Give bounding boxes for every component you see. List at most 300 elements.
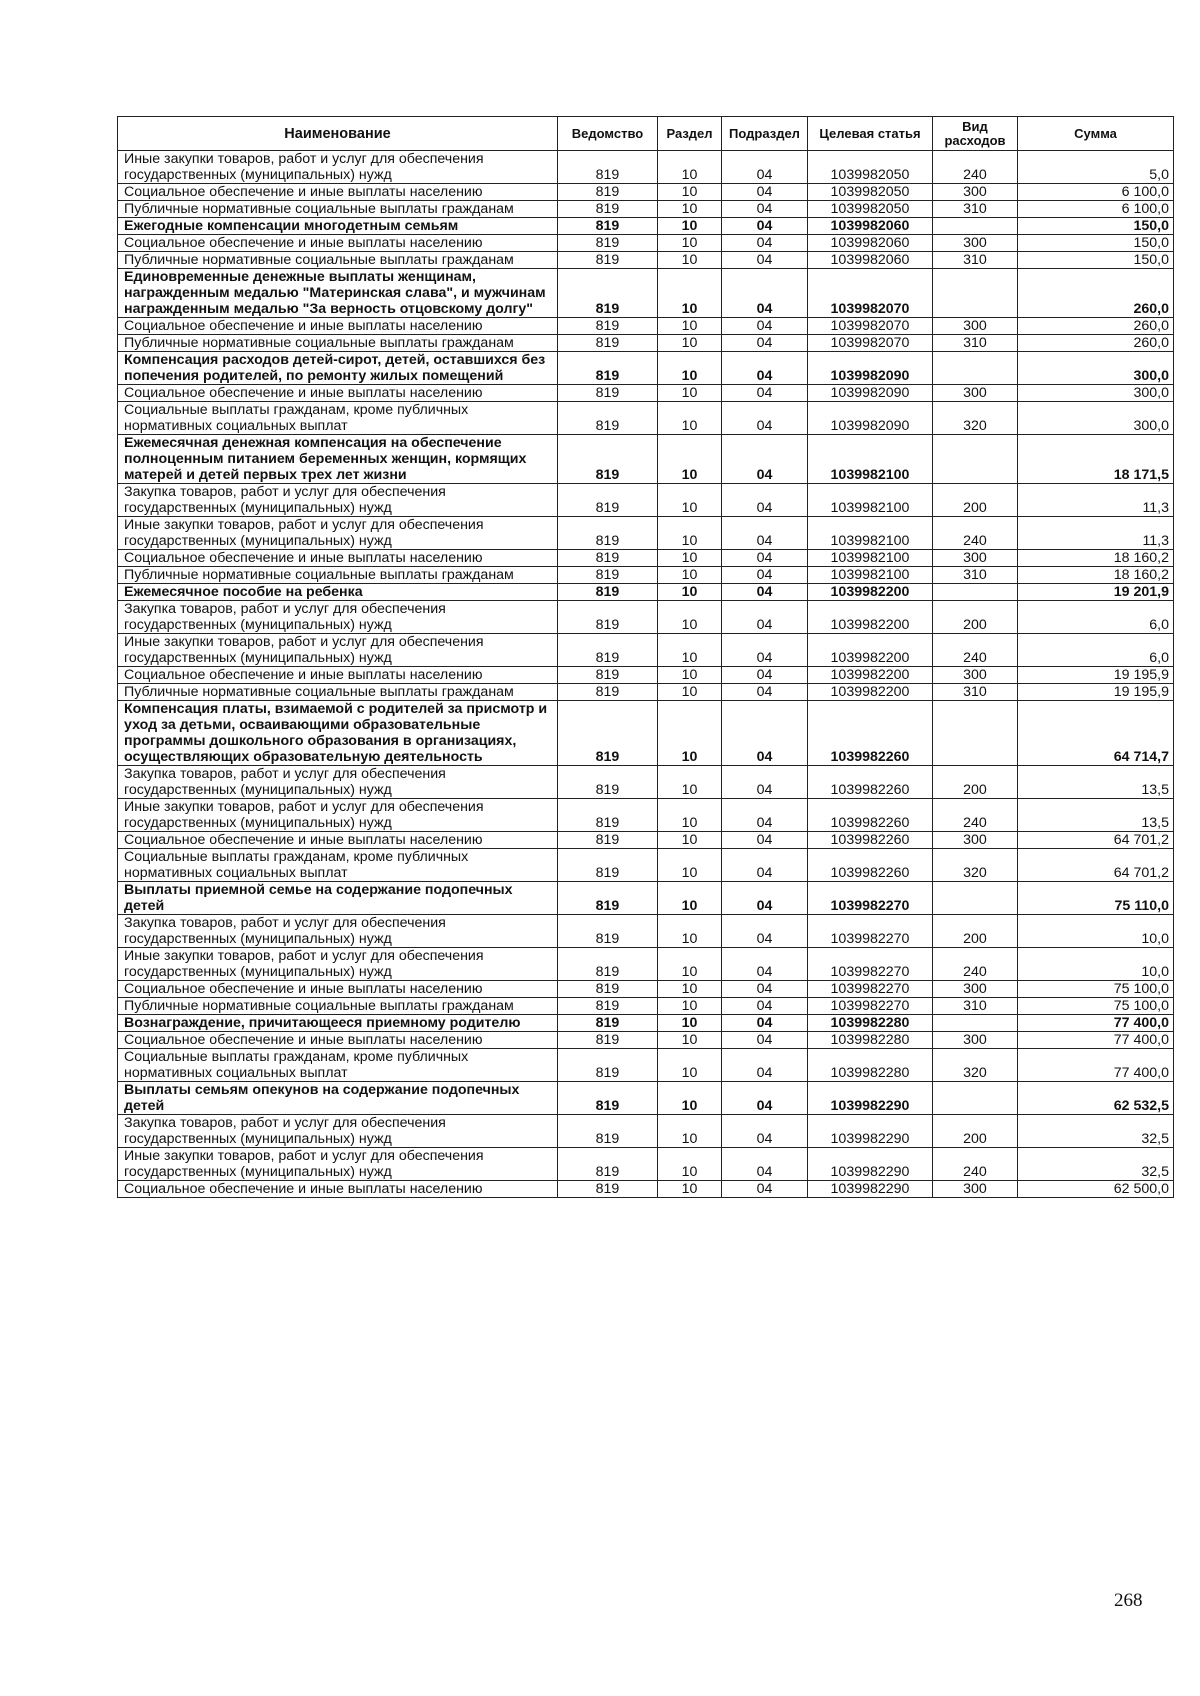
cell-target-article: 1039982290	[808, 1181, 933, 1198]
cell-department: 819	[558, 981, 658, 998]
cell-section: 10	[658, 218, 722, 235]
cell-department: 819	[558, 634, 658, 667]
cell-target-article: 1039982060	[808, 252, 933, 269]
cell-department: 819	[558, 484, 658, 517]
cell-department: 819	[558, 269, 658, 318]
cell-section: 10	[658, 252, 722, 269]
cell-expense-type: 240	[933, 948, 1018, 981]
cell-target-article: 1039982200	[808, 584, 933, 601]
cell-target-article: 1039982290	[808, 1148, 933, 1181]
cell-target-article: 1039982260	[808, 701, 933, 766]
cell-expense-type: 300	[933, 832, 1018, 849]
cell-name: Иные закупки товаров, работ и услуг для обеспечения государственных (муниципальных) нужд	[118, 799, 558, 832]
cell-target-article: 1039982260	[808, 832, 933, 849]
cell-subsection: 04	[722, 252, 808, 269]
cell-department: 819	[558, 550, 658, 567]
cell-name: Социальное обеспечение и иные выплаты населению	[118, 1181, 558, 1198]
cell-section: 10	[658, 567, 722, 584]
cell-expense-type	[933, 352, 1018, 385]
cell-amount: 260,0	[1018, 318, 1174, 335]
cell-target-article: 1039982100	[808, 484, 933, 517]
cell-section: 10	[658, 1115, 722, 1148]
cell-target-article: 1039982260	[808, 849, 933, 882]
cell-name: Ежегодные компенсации многодетным семьям	[118, 218, 558, 235]
table-header-row	[118, 117, 1174, 151]
cell-amount: 6 100,0	[1018, 184, 1174, 201]
table-row	[118, 151, 1174, 184]
cell-department: 819	[558, 1032, 658, 1049]
cell-section: 10	[658, 385, 722, 402]
cell-amount: 300,0	[1018, 385, 1174, 402]
table-row	[118, 634, 1174, 667]
cell-amount: 18 160,2	[1018, 567, 1174, 584]
cell-target-article: 1039982090	[808, 402, 933, 435]
cell-subsection: 04	[722, 601, 808, 634]
cell-expense-type	[933, 1015, 1018, 1032]
cell-section: 10	[658, 352, 722, 385]
cell-expense-type	[933, 1082, 1018, 1115]
cell-department: 819	[558, 584, 658, 601]
cell-section: 10	[658, 701, 722, 766]
table-row	[118, 335, 1174, 352]
cell-name: Иные закупки товаров, работ и услуг для обеспечения государственных (муниципальных) нужд	[118, 634, 558, 667]
cell-subsection: 04	[722, 184, 808, 201]
table-row	[118, 184, 1174, 201]
cell-expense-type: 310	[933, 335, 1018, 352]
cell-expense-type: 200	[933, 601, 1018, 634]
cell-section: 10	[658, 484, 722, 517]
cell-name: Компенсация платы, взимаемой с родителей за присмотр и уход за детьми, осваивающими образовательные программы дошкольного образования в организациях, осуществляющих образовательную деятельность	[118, 701, 558, 766]
cell-amount: 32,5	[1018, 1148, 1174, 1181]
header-amount: Сумма	[1018, 117, 1174, 151]
cell-section: 10	[658, 634, 722, 667]
cell-target-article: 1039982270	[808, 998, 933, 1015]
cell-amount: 11,3	[1018, 517, 1174, 550]
cell-target-article: 1039982100	[808, 567, 933, 584]
table-row	[118, 352, 1174, 385]
cell-subsection: 04	[722, 517, 808, 550]
cell-amount: 75 100,0	[1018, 998, 1174, 1015]
cell-name: Ежемесячная денежная компенсация на обеспечение полноценным питанием беременных женщин, кормящих матерей и детей первых трех лет жизни	[118, 435, 558, 484]
cell-department: 819	[558, 201, 658, 218]
cell-expense-type: 310	[933, 684, 1018, 701]
cell-subsection: 04	[722, 335, 808, 352]
cell-department: 819	[558, 335, 658, 352]
cell-name: Выплаты семьям опекунов на содержание подопечных детей	[118, 1082, 558, 1115]
cell-amount: 64 701,2	[1018, 832, 1174, 849]
cell-section: 10	[658, 1148, 722, 1181]
table-row	[118, 484, 1174, 517]
cell-target-article: 1039982060	[808, 218, 933, 235]
table-row	[118, 981, 1174, 998]
cell-amount: 10,0	[1018, 915, 1174, 948]
table-body	[118, 151, 1174, 1198]
cell-target-article: 1039982270	[808, 948, 933, 981]
cell-subsection: 04	[722, 1148, 808, 1181]
cell-subsection: 04	[722, 1082, 808, 1115]
header-expense-type: Вид расходов	[933, 117, 1018, 151]
cell-target-article: 1039982100	[808, 435, 933, 484]
cell-section: 10	[658, 201, 722, 218]
cell-subsection: 04	[722, 402, 808, 435]
cell-subsection: 04	[722, 151, 808, 184]
cell-expense-type: 300	[933, 318, 1018, 335]
cell-name: Публичные нормативные социальные выплаты гражданам	[118, 998, 558, 1015]
cell-expense-type: 200	[933, 766, 1018, 799]
cell-target-article: 1039982200	[808, 667, 933, 684]
table-row	[118, 1082, 1174, 1115]
cell-expense-type: 300	[933, 235, 1018, 252]
cell-subsection: 04	[722, 849, 808, 882]
cell-section: 10	[658, 1181, 722, 1198]
cell-name: Публичные нормативные социальные выплаты гражданам	[118, 684, 558, 701]
cell-expense-type: 240	[933, 634, 1018, 667]
cell-amount: 18 171,5	[1018, 435, 1174, 484]
cell-expense-type	[933, 584, 1018, 601]
cell-department: 819	[558, 218, 658, 235]
cell-section: 10	[658, 948, 722, 981]
cell-expense-type: 300	[933, 385, 1018, 402]
table-row	[118, 201, 1174, 218]
header-subsection: Подраздел	[722, 117, 808, 151]
cell-section: 10	[658, 1082, 722, 1115]
table-row	[118, 849, 1174, 882]
cell-section: 10	[658, 684, 722, 701]
cell-section: 10	[658, 151, 722, 184]
cell-department: 819	[558, 402, 658, 435]
cell-expense-type: 310	[933, 567, 1018, 584]
cell-name: Закупка товаров, работ и услуг для обеспечения государственных (муниципальных) нужд	[118, 484, 558, 517]
cell-department: 819	[558, 352, 658, 385]
budget-table	[117, 116, 1174, 1198]
table-row	[118, 435, 1174, 484]
cell-amount: 13,5	[1018, 799, 1174, 832]
cell-expense-type: 300	[933, 184, 1018, 201]
cell-amount: 300,0	[1018, 402, 1174, 435]
cell-section: 10	[658, 882, 722, 915]
cell-expense-type	[933, 269, 1018, 318]
cell-department: 819	[558, 684, 658, 701]
table-row	[118, 998, 1174, 1015]
cell-amount: 150,0	[1018, 252, 1174, 269]
cell-name: Закупка товаров, работ и услуг для обеспечения государственных (муниципальных) нужд	[118, 601, 558, 634]
cell-name: Социальное обеспечение и иные выплаты населению	[118, 667, 558, 684]
cell-department: 819	[558, 385, 658, 402]
cell-name: Публичные нормативные социальные выплаты гражданам	[118, 201, 558, 218]
table-row	[118, 1032, 1174, 1049]
cell-name: Выплаты приемной семье на содержание подопечных детей	[118, 882, 558, 915]
cell-target-article: 1039982050	[808, 184, 933, 201]
cell-subsection: 04	[722, 235, 808, 252]
cell-department: 819	[558, 849, 658, 882]
cell-amount: 11,3	[1018, 484, 1174, 517]
cell-subsection: 04	[722, 832, 808, 849]
cell-subsection: 04	[722, 385, 808, 402]
table-row	[118, 252, 1174, 269]
cell-department: 819	[558, 998, 658, 1015]
cell-subsection: 04	[722, 201, 808, 218]
cell-target-article: 1039982090	[808, 385, 933, 402]
cell-amount: 150,0	[1018, 218, 1174, 235]
cell-expense-type: 240	[933, 799, 1018, 832]
cell-department: 819	[558, 701, 658, 766]
cell-amount: 6 100,0	[1018, 201, 1174, 218]
cell-subsection: 04	[722, 1115, 808, 1148]
cell-department: 819	[558, 832, 658, 849]
cell-target-article: 1039982270	[808, 981, 933, 998]
cell-section: 10	[658, 517, 722, 550]
cell-amount: 19 195,9	[1018, 667, 1174, 684]
cell-expense-type	[933, 218, 1018, 235]
cell-department: 819	[558, 567, 658, 584]
table-row	[118, 832, 1174, 849]
table-row	[118, 235, 1174, 252]
cell-name: Социальное обеспечение и иные выплаты населению	[118, 318, 558, 335]
cell-expense-type	[933, 701, 1018, 766]
cell-target-article: 1039982100	[808, 517, 933, 550]
cell-section: 10	[658, 402, 722, 435]
cell-section: 10	[658, 318, 722, 335]
cell-expense-type: 310	[933, 201, 1018, 218]
cell-expense-type: 310	[933, 998, 1018, 1015]
table-row	[118, 766, 1174, 799]
header-target-article: Целевая статья	[808, 117, 933, 151]
cell-subsection: 04	[722, 981, 808, 998]
cell-name: Социальное обеспечение и иные выплаты населению	[118, 235, 558, 252]
table-row	[118, 601, 1174, 634]
cell-expense-type: 320	[933, 402, 1018, 435]
table-row	[118, 517, 1174, 550]
cell-name: Иные закупки товаров, работ и услуг для обеспечения государственных (муниципальных) нужд	[118, 1148, 558, 1181]
cell-name: Социальное обеспечение и иные выплаты населению	[118, 184, 558, 201]
cell-subsection: 04	[722, 567, 808, 584]
cell-subsection: 04	[722, 484, 808, 517]
cell-department: 819	[558, 766, 658, 799]
cell-subsection: 04	[722, 667, 808, 684]
cell-name: Социальное обеспечение и иные выплаты населению	[118, 550, 558, 567]
cell-department: 819	[558, 517, 658, 550]
cell-department: 819	[558, 1049, 658, 1082]
cell-expense-type: 300	[933, 550, 1018, 567]
table-row	[118, 799, 1174, 832]
cell-section: 10	[658, 335, 722, 352]
cell-subsection: 04	[722, 701, 808, 766]
cell-department: 819	[558, 882, 658, 915]
table-row	[118, 402, 1174, 435]
cell-subsection: 04	[722, 766, 808, 799]
cell-amount: 64 714,7	[1018, 701, 1174, 766]
cell-amount: 260,0	[1018, 269, 1174, 318]
cell-expense-type: 300	[933, 1181, 1018, 1198]
cell-department: 819	[558, 151, 658, 184]
cell-section: 10	[658, 849, 722, 882]
cell-department: 819	[558, 1115, 658, 1148]
cell-expense-type: 310	[933, 252, 1018, 269]
table-row	[118, 567, 1174, 584]
cell-amount: 62 532,5	[1018, 1082, 1174, 1115]
cell-name: Иные закупки товаров, работ и услуг для обеспечения государственных (муниципальных) нужд	[118, 151, 558, 184]
cell-target-article: 1039982050	[808, 151, 933, 184]
cell-name: Публичные нормативные социальные выплаты гражданам	[118, 567, 558, 584]
cell-subsection: 04	[722, 998, 808, 1015]
cell-department: 819	[558, 1082, 658, 1115]
cell-name: Социальные выплаты гражданам, кроме публичных нормативных социальных выплат	[118, 402, 558, 435]
cell-amount: 6,0	[1018, 634, 1174, 667]
cell-amount: 32,5	[1018, 1115, 1174, 1148]
cell-name: Социальное обеспечение и иные выплаты населению	[118, 832, 558, 849]
table-row	[118, 882, 1174, 915]
cell-amount: 75 100,0	[1018, 981, 1174, 998]
cell-amount: 260,0	[1018, 335, 1174, 352]
cell-subsection: 04	[722, 550, 808, 567]
cell-amount: 19 195,9	[1018, 684, 1174, 701]
cell-amount: 150,0	[1018, 235, 1174, 252]
header-department: Ведомство	[558, 117, 658, 151]
cell-name: Публичные нормативные социальные выплаты гражданам	[118, 335, 558, 352]
cell-amount: 77 400,0	[1018, 1049, 1174, 1082]
cell-name: Социальное обеспечение и иные выплаты населению	[118, 385, 558, 402]
cell-name: Иные закупки товаров, работ и услуг для обеспечения государственных (муниципальных) нужд	[118, 517, 558, 550]
cell-name: Социальные выплаты гражданам, кроме публичных нормативных социальных выплат	[118, 1049, 558, 1082]
table-row	[118, 269, 1174, 318]
cell-department: 819	[558, 435, 658, 484]
table-row	[118, 915, 1174, 948]
cell-department: 819	[558, 1148, 658, 1181]
cell-name: Закупка товаров, работ и услуг для обеспечения государственных (муниципальных) нужд	[118, 1115, 558, 1148]
cell-expense-type: 320	[933, 849, 1018, 882]
table-row	[118, 701, 1174, 766]
cell-target-article: 1039982290	[808, 1115, 933, 1148]
cell-subsection: 04	[722, 915, 808, 948]
cell-amount: 10,0	[1018, 948, 1174, 981]
cell-name: Закупка товаров, работ и услуг для обеспечения государственных (муниципальных) нужд	[118, 915, 558, 948]
cell-name: Социальное обеспечение и иные выплаты населению	[118, 981, 558, 998]
header-name: Наименование	[118, 117, 558, 151]
cell-expense-type: 300	[933, 1032, 1018, 1049]
table-row	[118, 1015, 1174, 1032]
cell-name: Компенсация расходов детей-сирот, детей, оставшихся без попечения родителей, по ремонту жилых помещений	[118, 352, 558, 385]
cell-subsection: 04	[722, 584, 808, 601]
cell-section: 10	[658, 981, 722, 998]
cell-target-article: 1039982070	[808, 269, 933, 318]
table-row	[118, 385, 1174, 402]
cell-target-article: 1039982070	[808, 335, 933, 352]
cell-section: 10	[658, 550, 722, 567]
cell-subsection: 04	[722, 1032, 808, 1049]
table-row	[118, 218, 1174, 235]
cell-name: Социальное обеспечение и иные выплаты населению	[118, 1032, 558, 1049]
cell-amount: 77 400,0	[1018, 1015, 1174, 1032]
cell-subsection: 04	[722, 799, 808, 832]
cell-target-article: 1039982280	[808, 1032, 933, 1049]
cell-amount: 75 110,0	[1018, 882, 1174, 915]
cell-section: 10	[658, 1049, 722, 1082]
cell-target-article: 1039982200	[808, 634, 933, 667]
page-number: 268	[1114, 1590, 1143, 1611]
cell-section: 10	[658, 601, 722, 634]
cell-section: 10	[658, 235, 722, 252]
cell-department: 819	[558, 252, 658, 269]
cell-amount: 5,0	[1018, 151, 1174, 184]
cell-section: 10	[658, 832, 722, 849]
cell-subsection: 04	[722, 882, 808, 915]
cell-amount: 62 500,0	[1018, 1181, 1174, 1198]
cell-target-article: 1039982060	[808, 235, 933, 252]
cell-subsection: 04	[722, 1181, 808, 1198]
cell-amount: 19 201,9	[1018, 584, 1174, 601]
cell-target-article: 1039982270	[808, 882, 933, 915]
cell-amount: 18 160,2	[1018, 550, 1174, 567]
cell-target-article: 1039982100	[808, 550, 933, 567]
cell-subsection: 04	[722, 435, 808, 484]
cell-department: 819	[558, 915, 658, 948]
table-row	[118, 550, 1174, 567]
cell-target-article: 1039982200	[808, 601, 933, 634]
cell-amount: 13,5	[1018, 766, 1174, 799]
table-row	[118, 1115, 1174, 1148]
cell-expense-type: 320	[933, 1049, 1018, 1082]
cell-section: 10	[658, 998, 722, 1015]
cell-amount: 6,0	[1018, 601, 1174, 634]
table-row	[118, 318, 1174, 335]
cell-section: 10	[658, 915, 722, 948]
cell-name: Иные закупки товаров, работ и услуг для обеспечения государственных (муниципальных) нужд	[118, 948, 558, 981]
cell-department: 819	[558, 1181, 658, 1198]
cell-section: 10	[658, 435, 722, 484]
cell-expense-type: 200	[933, 1115, 1018, 1148]
table-row	[118, 684, 1174, 701]
cell-subsection: 04	[722, 318, 808, 335]
cell-subsection: 04	[722, 218, 808, 235]
cell-name: Публичные нормативные социальные выплаты гражданам	[118, 252, 558, 269]
cell-section: 10	[658, 584, 722, 601]
cell-expense-type	[933, 435, 1018, 484]
cell-section: 10	[658, 1015, 722, 1032]
cell-subsection: 04	[722, 1015, 808, 1032]
cell-department: 819	[558, 799, 658, 832]
table-row	[118, 1148, 1174, 1181]
cell-amount: 77 400,0	[1018, 1032, 1174, 1049]
cell-department: 819	[558, 1015, 658, 1032]
cell-name: Вознаграждение, причитающееся приемному родителю	[118, 1015, 558, 1032]
cell-department: 819	[558, 601, 658, 634]
cell-name: Ежемесячное пособие на ребенка	[118, 584, 558, 601]
cell-section: 10	[658, 667, 722, 684]
cell-target-article: 1039982270	[808, 915, 933, 948]
cell-name: Социальные выплаты гражданам, кроме публичных нормативных социальных выплат	[118, 849, 558, 882]
cell-expense-type: 200	[933, 915, 1018, 948]
cell-expense-type: 300	[933, 667, 1018, 684]
cell-section: 10	[658, 1032, 722, 1049]
cell-section: 10	[658, 799, 722, 832]
cell-amount: 300,0	[1018, 352, 1174, 385]
cell-target-article: 1039982200	[808, 684, 933, 701]
table-row	[118, 1181, 1174, 1198]
cell-expense-type	[933, 882, 1018, 915]
cell-subsection: 04	[722, 948, 808, 981]
table-row	[118, 667, 1174, 684]
cell-subsection: 04	[722, 684, 808, 701]
header-section: Раздел	[658, 117, 722, 151]
cell-department: 819	[558, 184, 658, 201]
table-row	[118, 1049, 1174, 1082]
cell-department: 819	[558, 235, 658, 252]
cell-subsection: 04	[722, 352, 808, 385]
cell-name: Единовременные денежные выплаты женщинам, награжденным медалью "Материнская слава", и мужчинам награжденным медалью "За верность отцовскому долгу"	[118, 269, 558, 318]
cell-target-article: 1039982070	[808, 318, 933, 335]
cell-department: 819	[558, 948, 658, 981]
cell-target-article: 1039982260	[808, 799, 933, 832]
